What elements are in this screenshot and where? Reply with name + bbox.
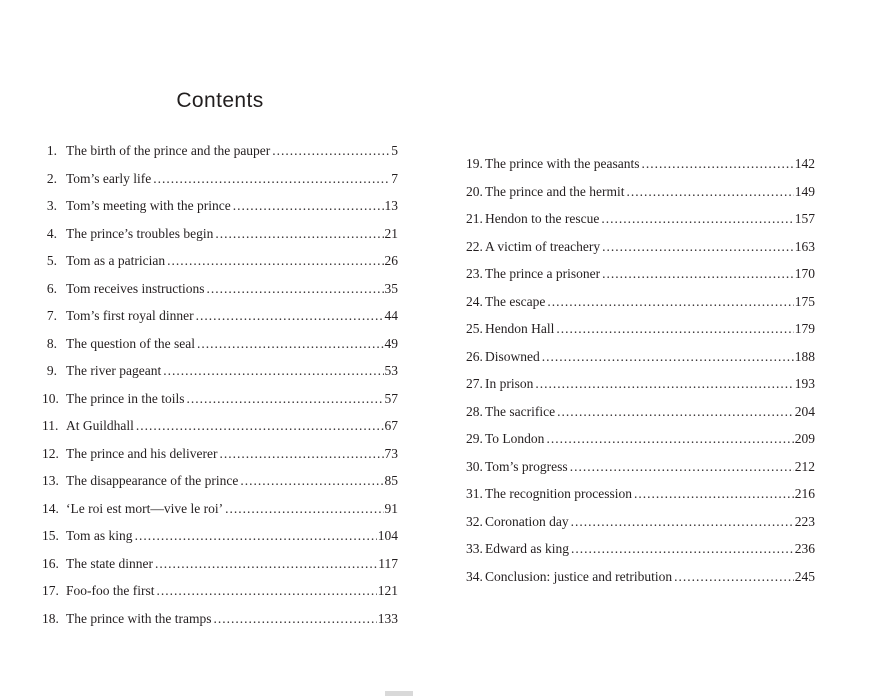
toc-entry[interactable] bbox=[42, 247, 398, 275]
toc-entry-page: 57 bbox=[384, 390, 398, 406]
dot-leader bbox=[225, 495, 383, 523]
toc-entry-page: 5 bbox=[391, 143, 398, 158]
dot-leader bbox=[207, 275, 384, 303]
toc-entry[interactable] bbox=[42, 440, 398, 468]
toc-entry[interactable] bbox=[466, 288, 815, 316]
toc-entry-title: Tom’s meeting with the prince bbox=[66, 198, 231, 214]
toc-entry[interactable] bbox=[42, 275, 398, 303]
toc-entry-page: 121 bbox=[377, 583, 398, 599]
toc-entry-page: 179 bbox=[794, 321, 815, 337]
toc-entry-number: 32. bbox=[466, 513, 483, 529]
dot-leader bbox=[556, 315, 793, 343]
toc-entry-title: To London bbox=[485, 431, 545, 447]
toc-entry-page: 53 bbox=[384, 363, 398, 379]
toc-entry[interactable] bbox=[42, 412, 398, 440]
dot-leader bbox=[546, 425, 793, 453]
toc-entry-page: 245 bbox=[794, 568, 815, 584]
toc-entry-page: 44 bbox=[384, 308, 398, 324]
toc-entry[interactable] bbox=[42, 302, 398, 330]
dot-leader bbox=[641, 150, 793, 178]
toc-entry-number: 5. bbox=[46, 253, 57, 269]
toc-entry-page: 236 bbox=[794, 541, 815, 557]
toc-entry-number: 7. bbox=[46, 308, 57, 324]
toc-entry[interactable] bbox=[42, 467, 398, 495]
toc-entry-number: 18. bbox=[42, 610, 59, 626]
toc-entry-number: 25. bbox=[466, 321, 483, 337]
toc-entry-number: 17. bbox=[42, 583, 59, 599]
toc-entry-number: 15. bbox=[42, 528, 59, 544]
dot-leader bbox=[163, 357, 383, 385]
toc-entry-title: Coronation day bbox=[485, 513, 569, 529]
toc-entry-title: The river pageant bbox=[66, 363, 162, 379]
toc-entry-number: 6. bbox=[46, 280, 57, 296]
toc-entry-number: 1. bbox=[46, 143, 57, 158]
toc-entry-page: 49 bbox=[384, 335, 398, 351]
toc-entry[interactable] bbox=[42, 192, 398, 220]
dot-leader bbox=[272, 137, 390, 165]
toc-entry-page: 73 bbox=[384, 445, 398, 461]
dot-leader bbox=[240, 467, 383, 495]
toc-entry[interactable] bbox=[42, 577, 398, 605]
toc-entry-title: Tom as king bbox=[66, 528, 133, 544]
toc-entry-page: 67 bbox=[384, 418, 398, 434]
dot-leader bbox=[157, 577, 377, 605]
dot-leader bbox=[571, 535, 794, 563]
toc-entry-title: Edward as king bbox=[485, 541, 569, 557]
toc-entry-page: 175 bbox=[794, 293, 815, 309]
dot-leader bbox=[557, 398, 794, 426]
dot-leader bbox=[153, 165, 390, 193]
toc-entry-number: 11. bbox=[42, 418, 59, 434]
toc-entry-number: 34. bbox=[466, 568, 483, 584]
toc-entry[interactable] bbox=[42, 357, 398, 385]
toc-entry-number: 16. bbox=[42, 555, 59, 571]
dot-leader bbox=[634, 480, 794, 508]
toc-entry-title: Tom receives instructions bbox=[66, 280, 205, 296]
toc-entry-number: 4. bbox=[46, 225, 57, 241]
toc-entry[interactable] bbox=[466, 150, 815, 178]
toc-entry[interactable] bbox=[42, 330, 398, 358]
toc-entry-title: The prince a prisoner bbox=[485, 266, 601, 282]
toc-entry[interactable] bbox=[466, 343, 815, 371]
toc-entry-number: 14. bbox=[42, 500, 59, 516]
toc-entry-number: 21. bbox=[466, 211, 483, 227]
toc-entry[interactable] bbox=[42, 522, 398, 550]
toc-entry[interactable] bbox=[42, 220, 398, 248]
toc-entry-number: 24. bbox=[466, 293, 483, 309]
toc-entry-page: 204 bbox=[794, 403, 815, 419]
toc-entry-title: The escape bbox=[485, 293, 546, 309]
toc-entry-page: 188 bbox=[794, 348, 815, 364]
toc-entry[interactable] bbox=[466, 233, 815, 261]
toc-entry-number: 31. bbox=[466, 486, 483, 502]
dot-leader bbox=[535, 370, 793, 398]
toc-entry-title: ‘Le roi est mort—vive le roi’ bbox=[66, 500, 224, 516]
toc-entry-page: 7 bbox=[391, 170, 398, 186]
toc-entry-page: 170 bbox=[794, 266, 815, 282]
toc-entry-title: Disowned bbox=[485, 348, 540, 364]
toc-entry-page: 85 bbox=[384, 473, 398, 489]
toc-entry-number: 13. bbox=[42, 473, 59, 489]
toc-entry-number: 9. bbox=[46, 363, 57, 379]
toc-entry-title: The question of the seal bbox=[66, 335, 195, 351]
toc-column-right bbox=[466, 150, 815, 590]
toc-entry-number: 3. bbox=[46, 198, 57, 214]
dot-leader bbox=[674, 563, 794, 591]
toc-entry[interactable] bbox=[42, 550, 398, 578]
toc-entry-page: 223 bbox=[794, 513, 815, 529]
toc-entry-title: Tom’s early life bbox=[66, 170, 152, 186]
toc-entry[interactable] bbox=[466, 178, 815, 206]
toc-entry-page: 163 bbox=[794, 238, 815, 254]
toc-entry-page: 157 bbox=[794, 211, 815, 227]
dot-leader bbox=[215, 220, 383, 248]
toc-entry[interactable] bbox=[466, 205, 815, 233]
toc-entry[interactable] bbox=[42, 165, 398, 193]
toc-entry-number: 27. bbox=[466, 376, 483, 392]
toc-entry-title: The prince and the hermit bbox=[485, 183, 625, 199]
toc-entry-number: 23. bbox=[466, 266, 483, 282]
dot-leader bbox=[219, 440, 383, 468]
dot-leader bbox=[155, 550, 377, 578]
dot-leader bbox=[547, 288, 793, 316]
page-title: Contents bbox=[176, 89, 264, 112]
dot-leader bbox=[167, 247, 383, 275]
toc-entry[interactable] bbox=[466, 425, 815, 453]
toc-entry[interactable] bbox=[466, 508, 815, 536]
dot-leader bbox=[197, 330, 384, 358]
toc-entry[interactable] bbox=[42, 495, 398, 523]
toc-entry[interactable] bbox=[466, 453, 815, 481]
toc-entry-title: Tom’s first royal dinner bbox=[66, 308, 194, 324]
toc-entry[interactable] bbox=[466, 535, 815, 563]
toc-entry-title: The prince with the tramps bbox=[66, 610, 212, 626]
dot-leader bbox=[213, 605, 376, 633]
toc-entry-title: Foo-foo the first bbox=[66, 583, 155, 599]
toc-entry-number: 20. bbox=[466, 183, 483, 199]
toc-entry[interactable] bbox=[466, 398, 815, 426]
toc-entry-page: 35 bbox=[384, 280, 398, 296]
toc-entry-page: 26 bbox=[384, 253, 398, 269]
toc-entry-number: 28. bbox=[466, 403, 483, 419]
toc-entry-number: 19. bbox=[466, 156, 483, 171]
toc-entry[interactable] bbox=[42, 385, 398, 413]
toc-entry-title: The birth of the prince and the pauper bbox=[66, 143, 271, 158]
toc-entry-page: 149 bbox=[794, 183, 815, 199]
toc-entry-number: 8. bbox=[46, 335, 57, 351]
toc-entry[interactable] bbox=[42, 137, 398, 165]
toc-entry-title: The recognition procession bbox=[485, 486, 632, 502]
toc-entry-title: At Guildhall bbox=[66, 418, 134, 434]
toc-entry-title: The state dinner bbox=[66, 555, 153, 571]
toc-entry-title: The sacrifice bbox=[485, 403, 556, 419]
dot-leader bbox=[570, 453, 794, 481]
toc-entry[interactable] bbox=[466, 370, 815, 398]
toc-entry[interactable] bbox=[42, 605, 398, 633]
toc-entry-page: 13 bbox=[384, 198, 398, 214]
dot-leader bbox=[186, 385, 383, 413]
dot-leader bbox=[135, 522, 377, 550]
toc-entry-page: 117 bbox=[378, 555, 398, 571]
toc-entry-number: 26. bbox=[466, 348, 483, 364]
toc-entry-title: A victim of treachery bbox=[485, 238, 601, 254]
toc-entry[interactable] bbox=[466, 315, 815, 343]
dot-leader bbox=[571, 508, 794, 536]
dot-leader bbox=[233, 192, 384, 220]
dot-leader bbox=[626, 178, 793, 206]
toc-entry-title: The prince in the toils bbox=[66, 390, 185, 406]
toc-entry-number: 2. bbox=[46, 170, 57, 186]
toc-entry-title: Tom’s progress bbox=[485, 458, 568, 474]
toc-entry[interactable] bbox=[466, 480, 815, 508]
dot-leader bbox=[602, 260, 794, 288]
toc-entry-page: 209 bbox=[794, 431, 815, 447]
dot-leader bbox=[196, 302, 384, 330]
toc-entry-page: 193 bbox=[794, 376, 815, 392]
toc-entry-page: 91 bbox=[384, 500, 398, 516]
toc-entry-title: Hendon Hall bbox=[485, 321, 555, 337]
page-bottom-artifact bbox=[385, 691, 413, 696]
dot-leader bbox=[602, 233, 794, 261]
toc-entry-number: 10. bbox=[42, 390, 59, 406]
toc-entry[interactable] bbox=[466, 260, 815, 288]
toc-entry-number: 30. bbox=[466, 458, 483, 474]
toc-entry-page: 21 bbox=[384, 225, 398, 241]
toc-column-left bbox=[42, 137, 398, 632]
toc-entry-number: 29. bbox=[466, 431, 483, 447]
toc-entry-title: The prince and his deliverer bbox=[66, 445, 218, 461]
toc-entry-page: 212 bbox=[794, 458, 815, 474]
toc-entry-title: Hendon to the rescue bbox=[485, 211, 600, 227]
dot-leader bbox=[601, 205, 793, 233]
toc-entry-number: 22. bbox=[466, 238, 483, 254]
toc-entry-title: The prince with the peasants bbox=[485, 156, 640, 171]
toc-entry-title: The prince’s troubles begin bbox=[66, 225, 214, 241]
toc-entry-page: 104 bbox=[377, 528, 398, 544]
toc-entry-title: Conclusion: justice and retribution bbox=[485, 568, 673, 584]
toc-entry-number: 12. bbox=[42, 445, 59, 461]
dot-leader bbox=[136, 412, 384, 440]
toc-entry[interactable] bbox=[466, 563, 815, 591]
toc-entry-number: 33. bbox=[466, 541, 483, 557]
toc-entry-title: The disappearance of the prince bbox=[66, 473, 239, 489]
toc-entry-page: 133 bbox=[377, 610, 398, 626]
toc-entry-title: In prison bbox=[485, 376, 534, 392]
toc-entry-title: Tom as a patrician bbox=[66, 253, 166, 269]
dot-leader bbox=[542, 343, 794, 371]
toc-entry-page: 142 bbox=[794, 156, 815, 171]
toc-entry-page: 216 bbox=[794, 486, 815, 502]
